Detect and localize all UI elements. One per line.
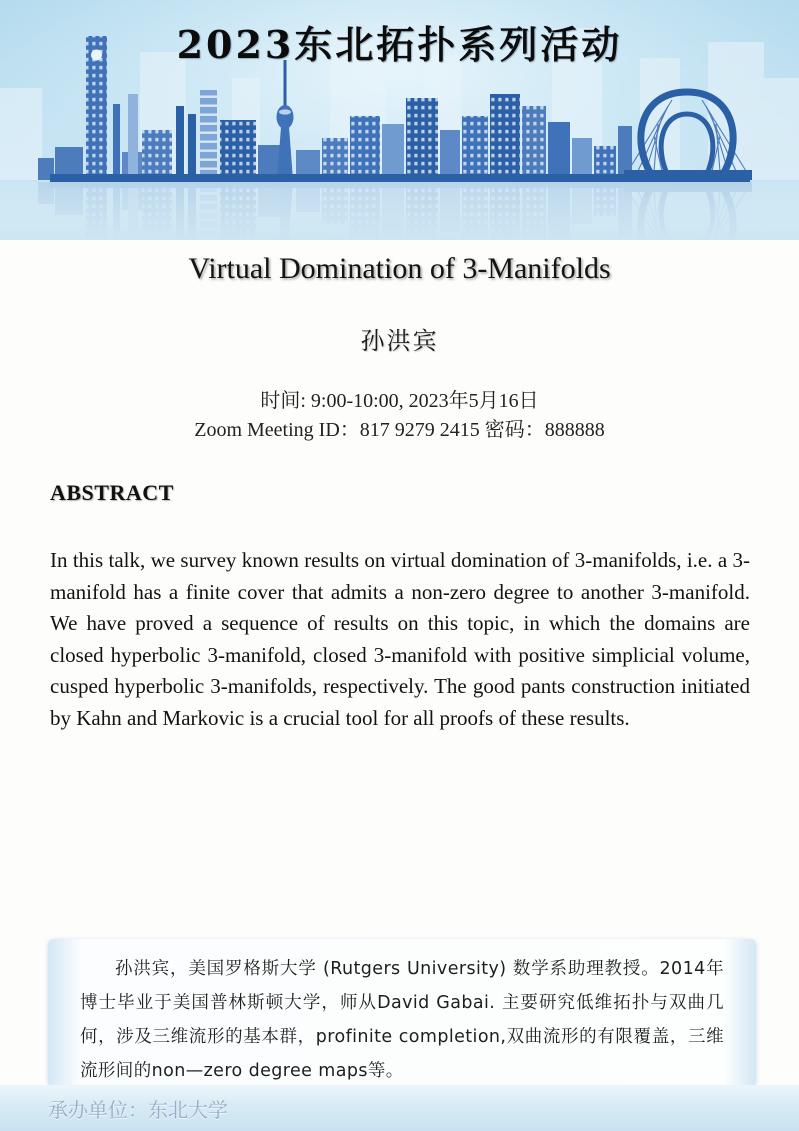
abstract-heading: ABSTRACT [50,480,174,505]
footer-band [0,1085,799,1131]
speaker-name: 孙洪宾 [360,329,439,355]
speaker-bio-box [48,939,756,1087]
talk-time: 时间: 9:00-10:00, 2023年5月16日 [260,390,539,412]
talk-title: Virtual Domination of 3-Manifolds [188,252,611,285]
tv-tower [277,60,294,180]
banner-title: 2023东北拓扑系列活动 [176,22,623,67]
banner [0,0,799,240]
abstract-body: In this talk, we survey known results on virtual domination of 3-manifolds, i.e. a 3-manifold has a finite cover that admits a non-zero degree to another 3-manifold. We have proved a sequence of results on this topic, in which the domains are closed hyperbolic 3-manifold, closed 3-manifold with positive simplicial volume, cusped hyperbolic 3-manifolds, respectively. The good pants construction initiated by Kahn and Markovic is a crucial tool for all proofs of these results. [50,548,750,730]
zoom-meeting-info: Zoom Meeting ID：817 9279 2415 密码：888888 [194,419,605,441]
speaker-bio-text: 孙洪宾，美国罗格斯大学 (Rutgers University) 数学系助理教授。2014年博士毕业于美国普林斯顿大学，师从David Gabai. 主要研究低维拓扑与双曲几何，涉及三维流形的基本群，profinite completion,双曲流形的有限覆盖，三维流形间的non—zero degree maps等。 [80,959,724,1081]
organizer-label: 承办单位：东北大学 [48,1098,228,1122]
